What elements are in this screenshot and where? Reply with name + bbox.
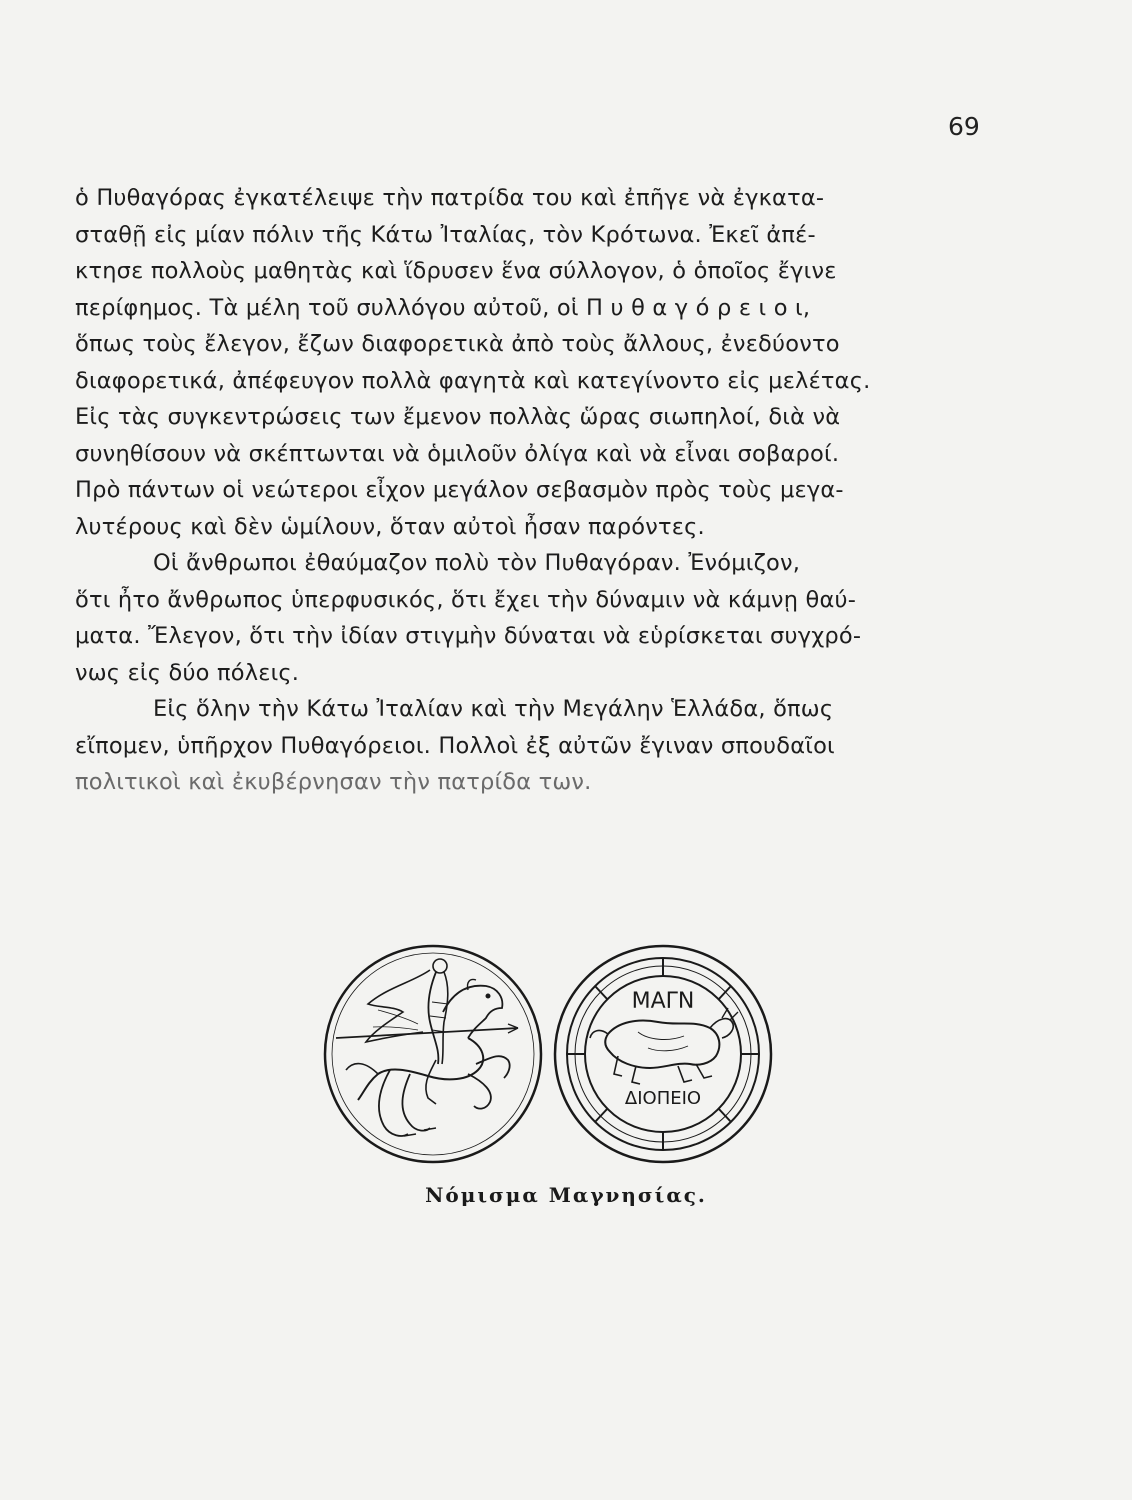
text-line: Πρὸ πάντων οἱ νεώτεροι εἶχον μεγάλον σεβασμὸν πρὸς τοὺς μεγα- [75, 477, 844, 503]
page-number: 69 [948, 112, 980, 141]
text-line: ὁ Πυθαγόρας ἐγκατέλειψε τὴν πατρίδα του καὶ ἐπῆγε νὰ ἐγκατα- [75, 185, 825, 211]
coin-illustration [318, 942, 778, 1167]
paragraph-start-line: Οἱ ἄνθρωποι ἐθαύμαζον πολὺ τὸν Πυθαγόραν. Ἐνόμιζον, [153, 550, 801, 576]
text-line: εἴπομεν, ὑπῆρχον Πυθαγόρειοι. Πολλοὶ ἐξ αὐτῶν ἔγιναν σπουδαῖοι [75, 732, 835, 759]
coin-legend-top: ΜΑΓΝ [631, 989, 695, 1014]
text-line: νως εἰς δύο πόλεις. [75, 659, 300, 686]
body-text [75, 180, 995, 801]
text-line: πολιτικοὶ καὶ ἐκυβέρνησαν τὴν πατρίδα των. [75, 769, 592, 795]
coin-reverse [555, 946, 771, 1162]
text-line: κτησε πολλοὺς μαθητὰς καὶ ἵδρυσεν ἕνα σύλλογον, ὁ ὁποῖος ἔγινε [75, 258, 837, 284]
coin-legend-bottom: ΔΙΟΠΕΙΟ [624, 1088, 702, 1109]
text-line: ματα. Ἔλεγον, ὅτι τὴν ἰδίαν στιγμὴν δύναται νὰ εὑρίσκεται συγχρό- [75, 623, 862, 649]
coin-drawing [318, 942, 778, 1167]
text-line: ὅπως τοὺς ἔλεγον, ἔζων διαφορετικὰ ἀπὸ τοὺς ἄλλους, ἐνεδύοντο [75, 331, 840, 357]
text-line: διαφορετικά, ἀπέφευγον πολλὰ φαγητὰ καὶ κατεγίνοντο εἰς μελέτας. [75, 367, 871, 394]
figure-caption: Νόμισμα Μαγνησίας. [425, 1183, 707, 1207]
paragraph-start-line: Εἰς ὅλην τὴν Κάτω Ἰταλίαν καὶ τὴν Μεγάλην Ἑλλάδα, ὅπως [153, 696, 834, 722]
text-line: Εἰς τὰς συγκεντρώσεις των ἔμενον πολλὰς ὥρας σιωπηλοί, διὰ νὰ [75, 404, 841, 430]
text-line: λυτέρους καὶ δὲν ὡμίλουν, ὅταν αὐτοὶ ἦσαν παρόντες. [75, 513, 705, 540]
text-line: ὅτι ἦτο ἄνθρωπος ὑπερφυσικός, ὅτι ἔχει τὴν δύναμιν νὰ κάμνῃ θαύ- [75, 586, 857, 613]
coin-obverse [325, 946, 541, 1162]
text-line: σταθῇ εἰς μίαν πόλιν τῆς Κάτω Ἰταλίας, τὸν Κρότωνα. Ἐκεῖ ἀπέ- [75, 221, 816, 248]
text-line: συνηθίσουν νὰ σκέπτωνται νὰ ὁμιλοῦν ὀλίγα καὶ νὰ εἶναι σοβαροί. [75, 440, 840, 467]
text-line: περίφημος. Τὰ μέλη τοῦ συλλόγου αὐτοῦ, οἱ Π υ θ α γ ό ρ ε ι ο ι, [75, 294, 811, 321]
